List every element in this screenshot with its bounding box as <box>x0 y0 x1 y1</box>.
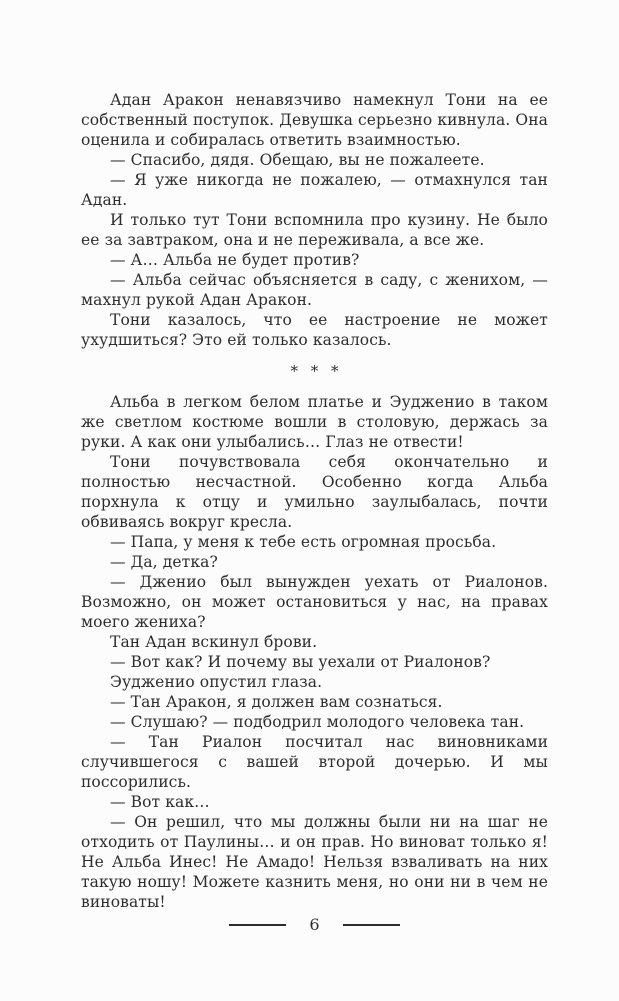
paragraph: — Спасибо, дядя. Обещаю, вы не пожалеете. <box>110 151 485 169</box>
paragraph: Тони почувствовала себя окончательно и полностью несчастной. Особенно когда Альба порхнула к отцу и умильно заулыбалась, почти обвиваясь вокруг кресла. <box>81 453 548 531</box>
paragraph: Альба в легком белом платье и Эудженио в таком же светлом костюме вошли в столовую, держась за руки. А как они улыбались… Глаз не отвести! <box>81 393 548 451</box>
page-text <box>81 90 548 912</box>
paragraph: — Вот как? И почему вы уехали от Риалонов? <box>110 653 491 671</box>
paragraph: — Папа, у меня к тебе есть огромная просьба. <box>110 533 497 551</box>
section-break-asterisks: * * * <box>290 362 343 380</box>
paragraph: — Да, детка? <box>110 553 218 571</box>
paragraph: — Вот как… <box>110 793 210 811</box>
paragraph: Эудженио опустил глаза. <box>110 673 323 691</box>
page-footer <box>81 914 548 936</box>
paragraph: — Он решил, что мы должны были ни на шаг не отходить от Паулины… и он прав. Но виноват только я! Не Альба Инес! Не Амадо! Нельзя взваливать на них такую ношу! Можете казнить меня, но они ни в чем не виноваты! <box>81 813 548 911</box>
page-number: 6 <box>309 915 320 934</box>
paragraph: — Слушаю? — подбодрил молодого человека тан. <box>110 713 525 731</box>
paragraph: И только тут Тони вспомнила про кузину. Не было ее за завтраком, она и не переживала, а все же. <box>81 211 548 249</box>
paragraph: — Дженио был вынужден уехать от Риалонов. Возможно, он может остановиться у нас, на правах моего жениха? <box>81 573 548 631</box>
footer-rule-right <box>343 924 400 926</box>
paragraph: Тони казалось, что ее настроение не может ухудшиться? Это ей только казалось. <box>81 311 548 349</box>
paragraph: — Альба сейчас объясняется в саду, с женихом, — махнул рукой Адан Аракон. <box>81 271 548 309</box>
paragraph: Тан Адан вскинул брови. <box>110 633 318 651</box>
paragraph: — Я уже никогда не пожалею, — отмахнулся тан Адан. <box>81 171 548 209</box>
paragraph: — Тан Риалон посчитал нас виновниками случившегося с вашей второй дочерью. И мы поссорились. <box>81 733 548 791</box>
paragraph: — А… Альба не будет против? <box>110 251 360 269</box>
paragraph: — Тан Аракон, я должен вам сознаться. <box>110 693 443 711</box>
footer-rule-left <box>229 924 286 926</box>
paragraph: Адан Аракон ненавязчиво намекнул Тони на ее собственный поступок. Девушка серьезно кивнула. Она оценила и собиралась ответить взаимностью. <box>81 91 548 149</box>
